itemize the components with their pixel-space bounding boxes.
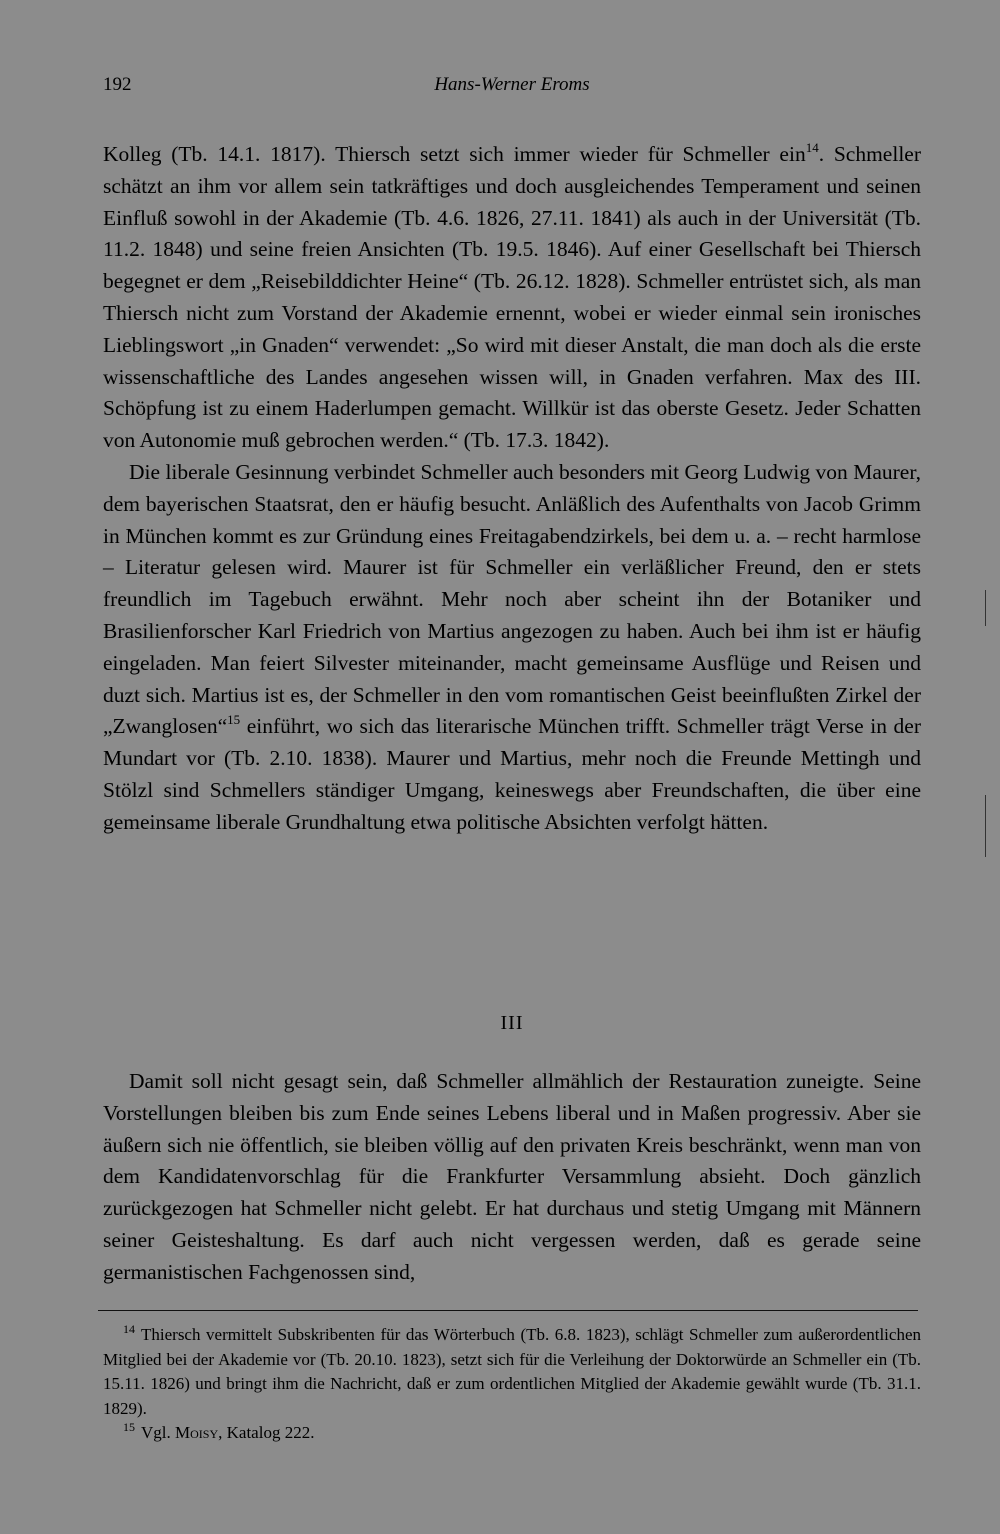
paragraph-text: einführt, wo sich das literarische München trifft. Schmeller trägt Verse in der Mundart vor (Tb. 2.10. 1838). Maurer und Martius, mehr noch die Freunde Mettingh und Stölzl sind Schmellers ständiger Umgang, keineswegs aber Freundschaften, die über eine gemeinsame liberale Grundhaltung etwa politische Absichten verfolgt hätten. xyxy=(103,714,921,834)
footnote-text: Vgl. xyxy=(141,1423,175,1442)
footnote-number: 15 xyxy=(123,1420,135,1434)
running-head xyxy=(103,74,921,104)
footnote-author: Moisy xyxy=(175,1423,219,1442)
paragraph-text: Kolleg (Tb. 14.1. 1817). Thiersch setzt sich immer wieder für Schmeller ein xyxy=(103,142,806,166)
margin-mark xyxy=(985,795,986,857)
paragraph xyxy=(103,139,921,457)
section-heading: III xyxy=(500,1012,524,1034)
main-text xyxy=(103,139,921,839)
footnote-text: Thiersch vermittelt Subskribenten für das Wörterbuch (Tb. 6.8. 1823), schlägt Schmeller zum außerordentlichen Mitglied bei der Akademie vor (Tb. 20.10. 1823), setzt sich für die Verleihung der Doktorwürde an Schmeller ein (Tb. 15.11. 1826) und bringt ihm die Nachricht, daß er zum ordentlichen Mitglied der Akademie gewählt wurde (Tb. 31.1. 1829). xyxy=(103,1325,921,1418)
header-author: Hans-Werner Eroms xyxy=(434,74,590,95)
footnote-reference[interactable]: 15 xyxy=(227,712,241,728)
page-number: 192 xyxy=(103,74,132,95)
paragraph-text: Die liberale Gesinnung verbindet Schmeller auch besonders mit Georg Ludwig von Maurer, dem bayerischen Staatsrat, den er häufig besucht. Anläßlich des Aufenthalts von Jacob Grimm in München kommt es zur Gründung eines Freitagabendzirkels, bei dem u. a. – recht harmlose – Literatur gelesen wird. Maurer ist für Schmeller ein verläßlicher Freund, den er stets freundlich im Tagebuch erwähnt. Mehr noch aber scheint ihn der Botaniker und Brasilienforscher Karl Friedrich von Martius angezogen zu haben. Auch bei ihm ist er häufig eingeladen. Man feiert Silvester miteinander, macht gemeinsame Ausflüge und Reisen und duzt sich. Martius ist es, der Schmeller in den vom romantischen Geist beeinflußten Zirkel der „Zwanglosen“ xyxy=(103,459,921,739)
footnote-divider xyxy=(98,1310,918,1311)
paragraph xyxy=(103,457,921,839)
paragraph: Damit soll nicht gesagt sein, daß Schmeller allmählich der Restauration zuneigte. Seine Vorstellungen bleiben bis zum Ende seines Lebens liberal und in Maßen progressiv. Aber sie äußern sich nie öffentlich, sie bleiben völlig auf den privaten Kreis beschränkt, wenn man von dem Kandidatenvorschlag für die Frankfurter Versammlung absieht. Doch gänzlich zurückgezogen hat Schmeller nicht gelebt. Er hat durchaus und stetig Umgang mit Männern seiner Geisteshaltung. Es darf auch nicht vergessen werden, daß es gerade seine germanistischen Fachgenossen sind, xyxy=(103,1069,921,1284)
footnote xyxy=(103,1323,921,1421)
margin-mark xyxy=(985,590,986,626)
footnote-number: 14 xyxy=(123,1322,135,1336)
section-text xyxy=(103,1066,921,1289)
footnotes xyxy=(103,1323,921,1446)
paragraph-text: . Schmeller schätzt an ihm vor allem sein tatkräftiges und doch ausgleichendes Temperament und seinen Einfluß sowohl in der Akademie (Tb. 4.6. 1826, 27.11. 1841) als auch in der Universität (Tb. 11.2. 1848) und seine freien Ansichten (Tb. 19.5. 1846). Auf einer Gesellschaft bei Thiersch begegnet er dem „Reisebilddichter Heine“ (Tb. 26.12. 1828). Schmeller entrüstet sich, als man Thiersch nicht zum Vorstand der Akademie ernennt, wobei er wieder einmal sein ironisches Lieblingswort „in Gnaden“ verwendet: „So wird mit dieser Anstalt, die man doch als die erste wissenschaftliche des Landes angesehen wissen will, in Gnaden verfahren. Max des III. Schöpfung ist zu einem Haderlumpen gemacht. Willkür ist das oberste Gesetz. Jeder Schatten von Autonomie muß gebrochen werden.“ (Tb. 17.3. 1842). xyxy=(103,142,921,453)
footnote-reference[interactable]: 14 xyxy=(805,140,819,155)
footnote xyxy=(103,1421,921,1446)
footnote-text: , Katalog 222. xyxy=(218,1423,315,1442)
